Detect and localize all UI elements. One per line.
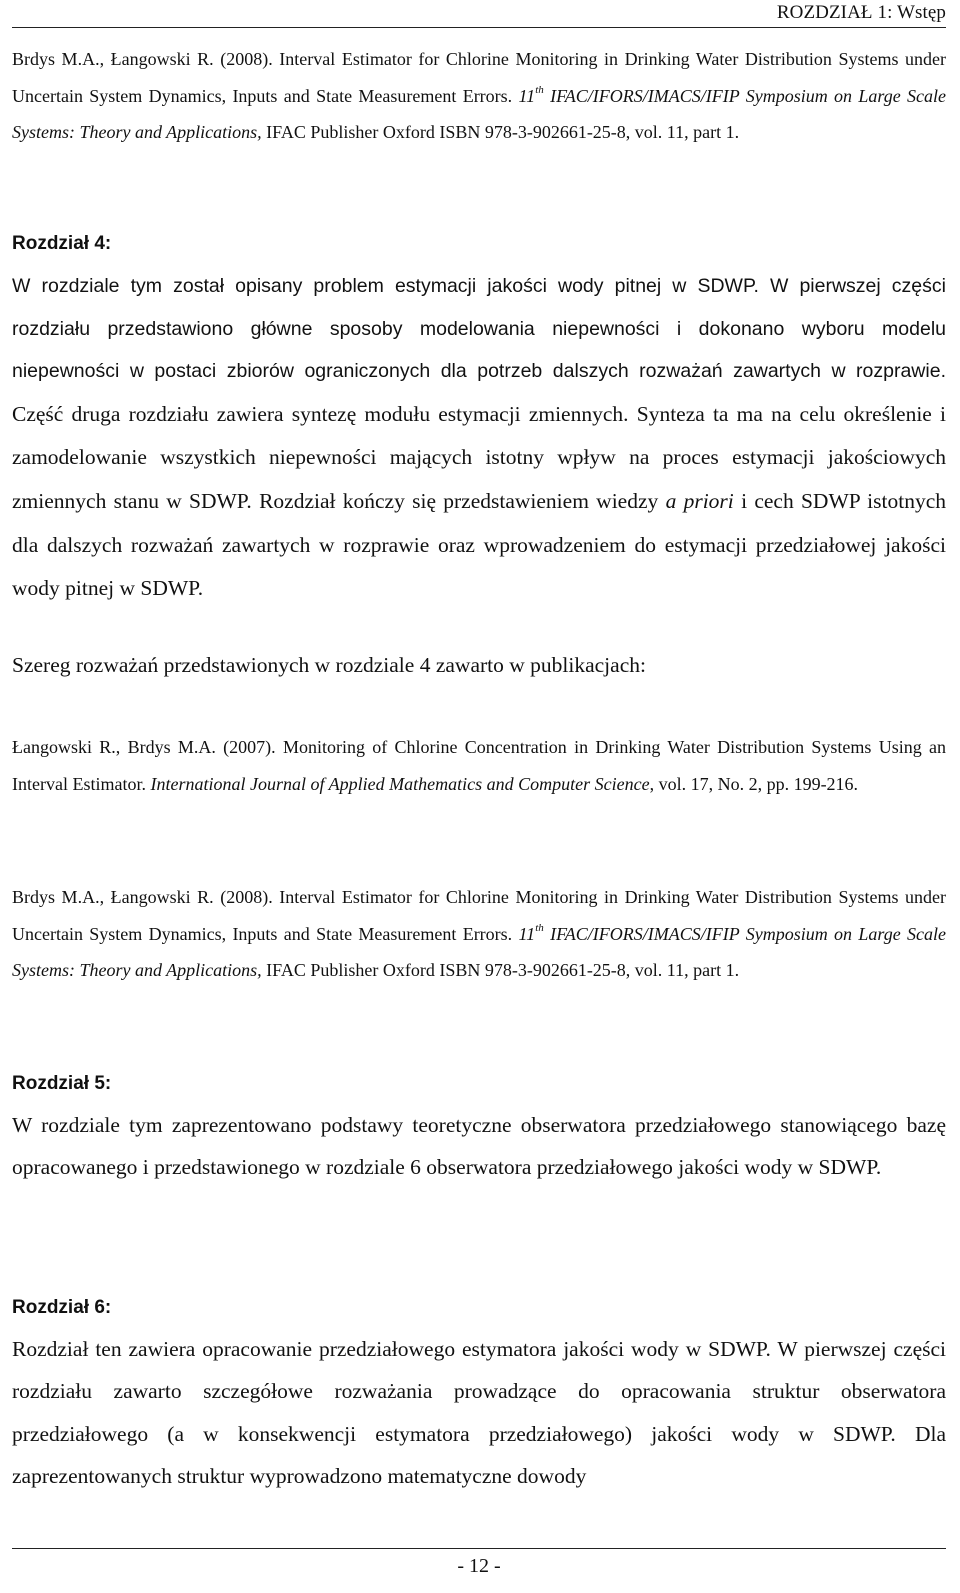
chapter-4-paragraph — [12, 265, 946, 611]
reference-brdys-2008 — [12, 879, 946, 989]
chapter-4-sentence-4b: i cech SDWP istotnych dla dalszych rozważań zawartych w rozprawie oraz wprowadzeniem do estymacji przedziałowej jakości wody pitnej w SDWP. — [12, 488, 947, 601]
ref-ordinal-suffix: th — [535, 921, 544, 934]
ref-publisher: IFAC Publisher Oxford ISBN 978-3-902661-25-8, vol. 11, part 1. — [266, 960, 740, 981]
ref-ordinal: 11 — [518, 923, 536, 944]
ref-ordinal: 11 — [518, 85, 536, 106]
chapter-4-sentence-1: W rozdziale tym został opisany problem estymacji jakości wody pitnej w SDWP. W pierwszej części rozdziału przedstawiono główne sposoby modelowania niepewności i dokonano wyboru modelu niepewności w postaci zbiorów ograniczonych dla potrzeb dalszych rozważań zawartych w rozprawie. — [12, 275, 946, 383]
ref-venue: IFAC/IFORS/IMACS/IFIP Symposium on Large Scale Systems: Theory and Applications, — [12, 85, 946, 143]
chapter-4-sentence-3: Synteza ta ma na celu określenie i zamodelowanie wszystkich niepewności mających istotny wpływ na proces estymacji jakościowych zmiennych stanu w SDWP. — [12, 401, 946, 513]
header-rule — [12, 27, 946, 28]
ref-details: , vol. 17, No. 2, pp. 199-216. — [649, 773, 859, 794]
chapter-4-sentence-4a: Rozdział kończy się przedstawieniem wiedzy — [259, 488, 659, 513]
chapter-4-publications-intro: Szereg rozważań przedstawionych w rozdziale 4 zawarto w publikacjach: — [12, 653, 646, 677]
ref-authors: Brdys M.A., Łangowski R. (2008). — [12, 49, 273, 69]
ref-title: Interval Estimator for Chlorine Monitoring in Drinking Water Distribution Systems under Uncertain System Dynamics, Inputs and State Measurement Errors. — [12, 887, 946, 944]
reference-brdys-2008-top — [12, 41, 946, 151]
chapter-4-sentence-2: Część druga rozdziału zawiera syntezę modułu estymacji zmiennych. — [12, 401, 629, 426]
chapter-4-heading: Rozdział 4: — [12, 233, 112, 254]
chapter-5-heading: Rozdział 5: — [12, 1073, 112, 1094]
ref-journal: International Journal of Applied Mathematics and Computer Science — [150, 773, 650, 794]
ref-title: Interval Estimator for Chlorine Monitoring in Drinking Water Distribution Systems under Uncertain System Dynamics, Inputs and State Measurement Errors. — [12, 49, 946, 106]
running-head: ROZDZIAŁ 1: Wstęp — [776, 2, 946, 23]
chapter-5-paragraph: W rozdziale tym zaprezentowano podstawy teoretyczne obserwatora przedziałowego stanowiącego bazę opracowanego i przedstawionego w rozdziale 6 obserwatora przedziałowego jakości wody w SDWP. — [12, 1113, 946, 1180]
ref-ordinal-suffix: th — [535, 83, 544, 96]
ref-authors: Brdys M.A., Łangowski R. (2008). — [12, 887, 273, 907]
ref-authors: Łangowski R., Brdys M.A. (2007). — [12, 737, 276, 757]
ref-venue: IFAC/IFORS/IMACS/IFIP Symposium on Large Scale Systems: Theory and Applications, — [12, 923, 946, 981]
footer-rule — [12, 1548, 946, 1549]
page-number: - 12 - — [457, 1555, 501, 1577]
chapter-6-heading: Rozdział 6: — [12, 1297, 112, 1318]
ref-publisher: IFAC Publisher Oxford ISBN 978-3-902661-25-8, vol. 11, part 1. — [266, 122, 740, 143]
chapter-6-paragraph: Rozdział ten zawiera opracowanie przedziałowego estymatora jakości wody w SDWP. W pierwszej części rozdziału zawarto szczegółowe rozważania prowadzące do opracowania struktur obserwatora przedziałowego (a w konsekwencji estymatora przedziałowego) jakości wody w SDWP. Dla zaprezentowanych struktur wyprowadzono matematyczne dowody — [12, 1337, 946, 1488]
ref-title: Monitoring of Chlorine Concentration in Drinking Water Distribution Systems Using an Interval Estimator. — [12, 737, 946, 794]
chapter-4-italic-term: a priori — [665, 488, 734, 513]
reference-langowski-2007 — [12, 729, 946, 802]
